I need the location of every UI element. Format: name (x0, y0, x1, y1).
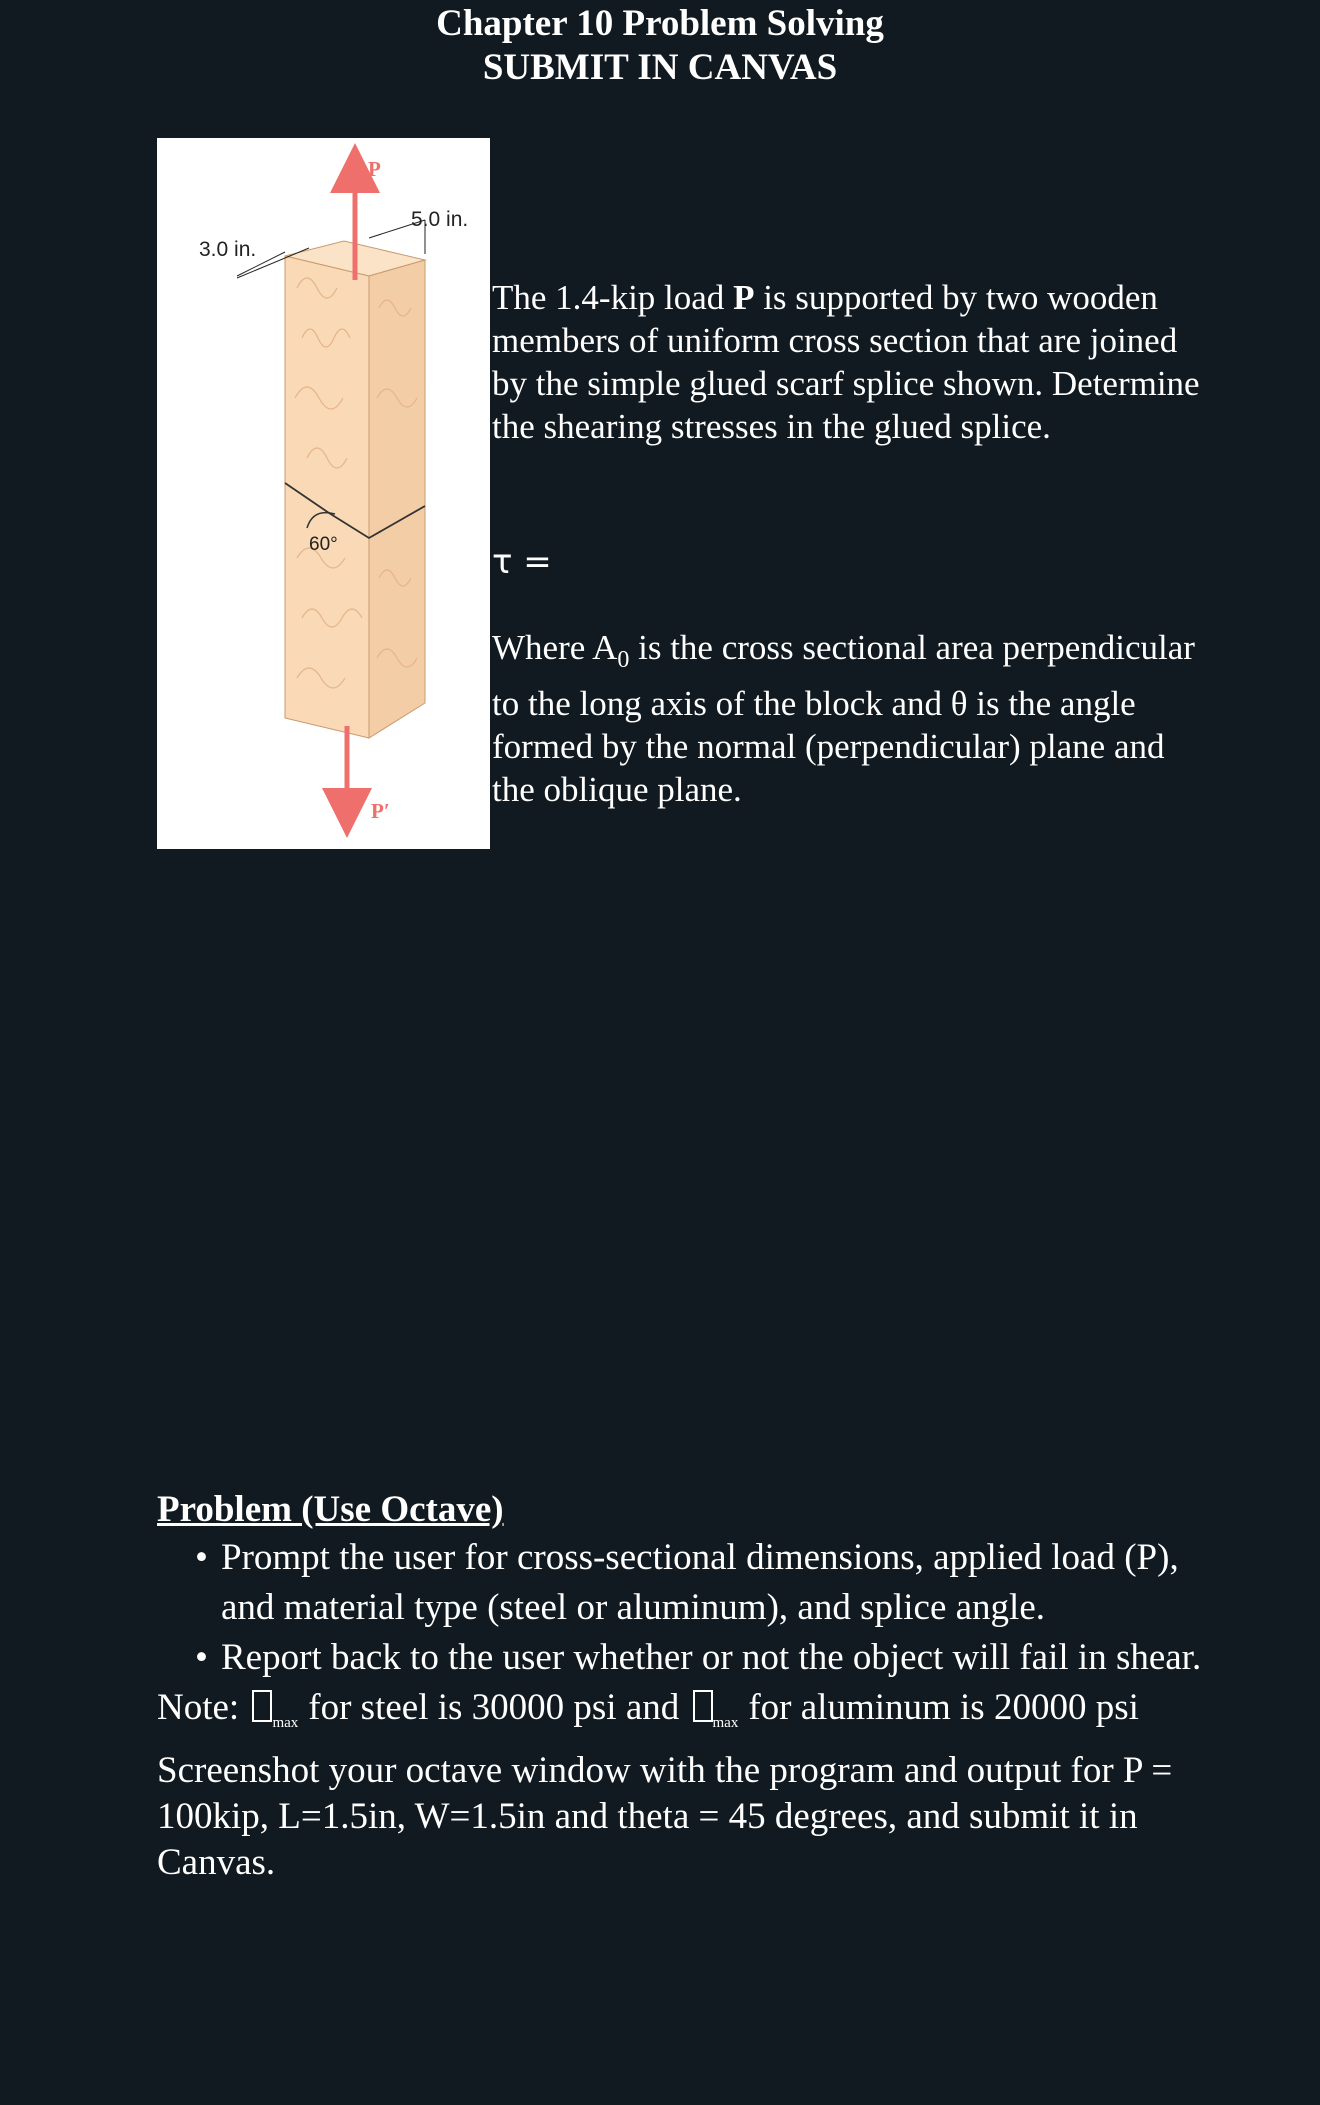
bullet-text-2: Report back to the user whether or not the object will fail in shear. (221, 1637, 1202, 1678)
missing-glyph-icon (252, 1690, 272, 1722)
load-label-p: P (368, 157, 381, 181)
note-line (157, 1683, 1217, 1748)
angle-label: 60° (309, 534, 338, 555)
problem-description (492, 276, 1212, 448)
problem-heading: Problem (Use Octave) (157, 1489, 504, 1530)
where-paragraph (492, 626, 1212, 811)
scarf-splice-figure (157, 138, 490, 849)
title-line-2: SUBMIT IN CANVAS (482, 47, 838, 88)
bullet-text-1: Prompt the user for cross-sectional dimensions, applied load (P), and material type (steel or aluminum), and splice angle. (221, 1537, 1179, 1628)
bullet-item (157, 1633, 1217, 1683)
problem-bullets (157, 1533, 1217, 1683)
where-subscript: 0 (617, 647, 630, 673)
bullet-dot: • (195, 1637, 208, 1678)
tau-formula: τ = (492, 542, 552, 582)
where-part-2: is the cross sectional area perpendicular to the long axis of the block and θ is the angle formed by the normal (perpendicular) plane and the oblique plane. (492, 628, 1195, 809)
note-middle: for steel is 30000 psi and (308, 1687, 689, 1728)
screenshot-instructions: Screenshot your octave window with the program and output for P = 100kip, L=1.5in, W=1.5in and theta = 45 degrees, and submit it in Canvas. (157, 1750, 1173, 1883)
page-title (0, 2, 1320, 90)
desc-part-2: is supported by two wooden members of uniform cross section that are joined by the simple glued scarf splice shown. Determine the shearing stresses in the glued splice. (492, 278, 1200, 446)
desc-bold-p: P (733, 278, 755, 317)
bullet-dot: • (195, 1537, 208, 1578)
bullet-item (157, 1533, 1217, 1633)
block-diagram (157, 138, 490, 849)
note-prefix: Note: (157, 1687, 249, 1728)
where-part-1: Where A (492, 628, 618, 667)
note-suffix: for aluminum is 20000 psi (748, 1687, 1139, 1728)
problem-section (157, 1487, 1217, 1886)
dim-depth-label: 3.0 in. (199, 238, 257, 261)
desc-part-1: The 1.4-kip load (492, 278, 734, 317)
load-label-p-prime: P′ (371, 799, 390, 823)
note-sub-max: max (272, 1715, 299, 1731)
dim-width-label: 5.0 in. (411, 208, 469, 231)
missing-glyph-icon (693, 1690, 713, 1722)
block-front-face (285, 256, 369, 738)
note-sub-max-2: max (712, 1715, 739, 1731)
title-line-1: Chapter 10 Problem Solving (436, 3, 884, 44)
block-side-face (369, 260, 425, 738)
